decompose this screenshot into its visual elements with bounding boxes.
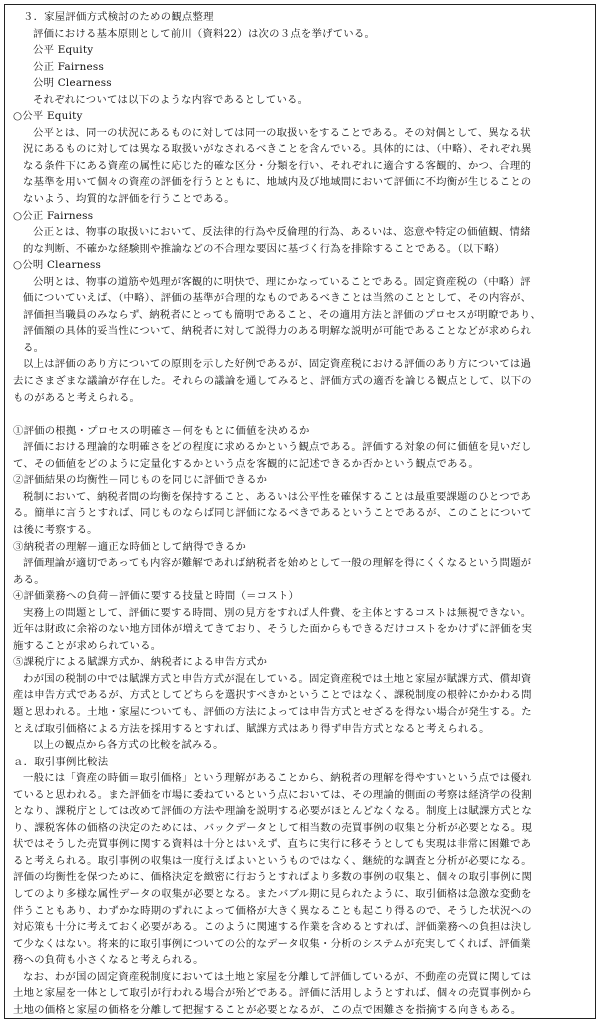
equity-heading: ○公平 Equity [13,110,83,123]
point-line: る。簡単に言うとすれば、同じものならば同じ評価になるべきであるということであるが、このことについて [13,507,532,520]
final-line: 土地と家屋を一体として取引が行われる場合が殆どである。評価に活用しようとすれば、個々の売買事例から [13,987,533,1000]
method-line: て少なくはない。将来的に取引事例についての公的なデータ収集・分析のシステムが充実してくれば、評価業 [13,937,531,950]
point-line: わが国の税制の中では賦課方式と申告方式が混在している。固定資産税では土地と家屋が賦課方式、償却資 [23,672,532,685]
closing-line: 以上の観点から各方式の比較を試みる。 [33,739,224,752]
point-line: 税制において、納税者間の均衡を保持すること、あるいは公平性を確保することは最重要課題のひとつであ [23,490,532,503]
summary-line: 以上は評価のあり方についての原則を示した好例であるが、固定資産税における評価のあり方については過 [23,358,532,371]
clearness-line: 公明とは、物事の道筋や処理が客観的に明快で、理にかなっていることである。固定資産税の（中略）評 [33,275,531,288]
equity-line: な基準を用いて個々の資産の評価を行うとともに、地域内及び地域間において評価に不均衡が生じることの [23,176,532,189]
point-line: 近年は財政に余裕のない地方団体が増えてきており、そうした面からもできるだけコストをかけずに評価を実 [13,623,533,636]
method-line: してのより多様な属性データの収集が必要となる。またバブル期に見られたように、取引価格は急激な変動を [13,887,532,900]
point-line: 実務上の問題として、評価に要する時間、別の見方をすれば人件費、を主体とするコストは無視できない。 [23,606,532,619]
principle-clearness-label: 公明 Clearness [33,77,112,90]
principle-fairness-label: 公正 Fairness [33,60,105,73]
point-heading: ⑤課税庁による賦課方式か、納税者による申告方式か [13,656,268,669]
method-line: 状ではそうした売買事例に関する資料は十分とはいえず、直ちに実行に移そうとしても実現は非常に困難であ [13,838,532,851]
equity-line: ないよう、均質的な評価を行うことである。 [23,193,235,206]
method-line: 評価の均衡性を保つために、価格決定を緻密に行おうとすればより多数の事例の収集と、個々の取引事例に関 [13,871,533,884]
clearness-line: 評価額の具体的妥当性について、納税者に対して説得力のある明解な説明が可能であることなどが求められ [23,325,532,338]
point-line: は後に考察する。 [13,523,98,536]
equity-line: 況にあるものに対しては異なる取扱いがなされるべきことを含んでいる。具体的には、（中略）、それぞれ異 [23,143,532,156]
point-line: 評価における理論的な明確さをどの程度に求めるかという観点である。評価する対象の何に価値を見いだし [23,441,532,454]
final-line: 土地の価格と家屋の価格を分離して把握することが必要となるが、この点で困難さを指摘する向きもある。 [13,1003,522,1016]
principle-equity-label: 公平 Equity [33,44,94,57]
section-title: ３．家屋評価方式検討のための観点整理 [23,11,214,23]
method-line: り、課税客体の価格の決定のためには、バックデータとして相当数の売買事例の収集と分析が必要となる。現 [13,821,533,834]
point-line: 題と思われる。土地・家屋についても、評価の方法によっては申告方式とせざるを得ない場合が発生する。た [13,705,532,718]
blank-line [13,406,589,423]
method-line: ると考えられる。取引事例の収集は一度行えばよいというものではなく、継続的な調査と分析が必要になる。 [13,854,532,867]
point-heading: ②評価結果の均衡性－同じものを同じに評価できるか [13,474,268,487]
summary-line: 去にさまざまな議論が存在した。それらの議論を通してみると、評価方式の適否を論じる観点として、以下の [13,375,532,388]
point-line: て、その価値をどのように定量化するかという点を客観的に記述できるか否かという観点である。 [13,457,479,470]
point-heading: ①評価の根拠・プロセスの明確さ－何をもとに価値を決めるか [13,424,310,437]
clearness-line: 価についていえば、（中略）、評価の基準が合理的なものであるべきことは当然のこととして、その内容が、 [23,292,532,305]
point-line: とえば取引価格による方法を採用するとすれば、賦課方式はあり得ず申告方式となると考えられる。 [13,722,490,735]
method-line: ていると思われる。また評価を市場に委ねているという点においては、その理論的側面の考察は経済学の役割 [13,788,532,801]
fairness-line: 的な判断、不確かな経験則や推論などの不合理な要因に基づく行為を排除することである。（以下略） [23,242,506,255]
point-heading: ③納税者の理解－適正な時価として納得できるか [13,540,247,553]
fairness-line: 公正とは、物事の取扱いにおいて、反法律的行為や反倫理的行為、あるいは、恣意や特定の価値観、情緒 [33,226,531,239]
equity-line: 公平とは、同一の状況にあるものに対しては同一の取扱いをすることである。その対偶として、異なる状 [33,126,531,139]
point-line: 施することが求められている。 [13,639,162,652]
intro-line: それぞれについては以下のような内容であるとしている。 [33,93,309,106]
method-heading: ａ．取引事例比較法 [13,755,109,768]
point-line: 評価理論が適切であっても内容が難解であれば納税者を始めとして一般の理解を得にくくなるという問題が [23,557,532,570]
method-line: 務への負荷も小さくなると考えられる。 [13,954,204,967]
method-line: 対応策も十分に考えておく必要がある。このように関連する作業を含めるとすれば、評価業務への負担は決し [13,921,533,934]
method-line: 一般には「資産の時価＝取引価格」という理解があることから、納税者の理解を得やすいという点では優れ [23,772,532,785]
final-line: なお、わが国の固定資産税制度においては土地と家屋を分離して評価しているが、不動産の売買に関しては [23,970,532,983]
method-line: 伴うこともあり、わずかな時期のずれによって価格が大きく異なることも起こり得るので、そうした状況への [13,904,532,917]
summary-line: ものがあると考えられる。 [13,391,141,404]
intro-line: 評価における基本原則として前川（資料22）は次の３点を挙げている。 [33,27,376,40]
method-line: となり、課税庁としては改めて評価の方法や理論を説明する必要がほとんどなくなる。制度上は賦課方式とな [13,805,533,818]
point-line: ある。 [13,573,45,586]
fairness-heading: ○公正 Fairness [13,209,94,222]
point-heading: ④評価業務への負荷－評価に要する技量と時間（＝コスト） [13,590,300,603]
clearness-heading: ○公明 Clearness [13,259,102,272]
equity-line: なる条件下にある資産の属性に応じた的確な区分・分類を行い、それぞれに適合する客観的、かつ、合理的 [23,159,532,172]
document-page [4,4,596,1019]
point-line: 産は申告方式であるが、方式としてどちらを選択すべきかということではなく、課税制度の根幹にかかわる問 [13,689,532,702]
clearness-line: る。 [23,341,45,354]
clearness-line: 評価担当職員のみならず、納税者にとっても簡明であること、その適用方法と評価のプロセスが明瞭であり、 [23,308,542,321]
